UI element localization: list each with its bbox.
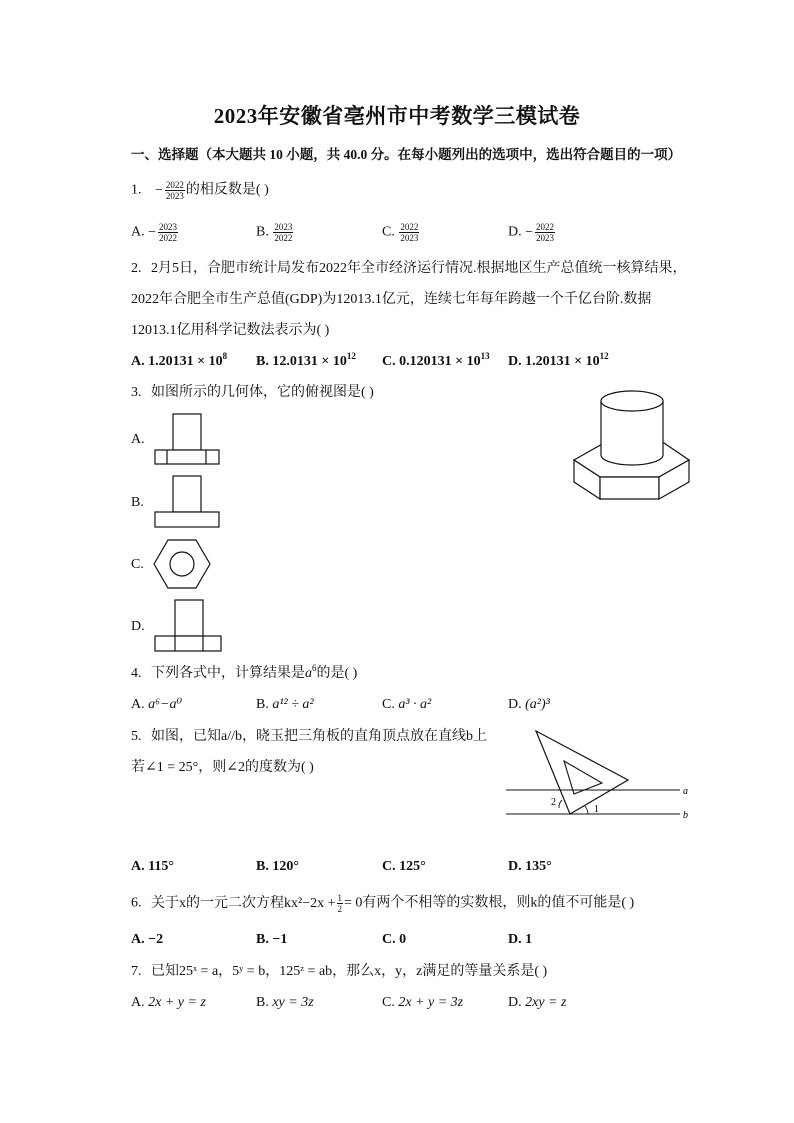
q4-option-a[interactable]: A. a⁶−a⁰ — [131, 697, 183, 712]
question-2: 2. 2月5日，合肥市统计局发布2022年全市经济运行情况.根据地区生产总值统一核算结果， — [131, 261, 687, 276]
q4-option-d[interactable]: D. (a²)³ — [508, 697, 550, 712]
question-stem: 的相反数是( ) — [185, 182, 269, 198]
q1-option-b[interactable]: B. $\frac{2023}{2022}$ — [256, 222, 293, 243]
q3-option-a-label[interactable]: A. — [131, 432, 145, 447]
question-2-line-2: 2022年合肥全市生产总值(GDP)为12013.1亿元，连续七年每年跨越一个千亿台阶.数据 — [131, 292, 652, 307]
angle-2-label: 2 — [551, 797, 556, 808]
q3-option-d-label[interactable]: D. — [131, 619, 145, 634]
q2-option-c[interactable]: C. $0.120131 \times 10^{13}$ — [382, 351, 490, 369]
question-5-line-2: 若∠1 = 25°，则∠2的度数为( ) — [131, 760, 314, 775]
q5-option-b[interactable]: B. 120° — [256, 859, 299, 874]
q2-option-b[interactable]: B. $12.0131 \times 10^{12}$ — [256, 351, 356, 369]
q3-option-d-figure[interactable] — [154, 599, 222, 653]
question-7: 7. 已知25ˣ = a，5ʸ = b，125ᶻ = ab，那么x，y，z满足的等量关系是( ) — [131, 964, 548, 979]
q7-option-b[interactable]: B. xy = 3z — [256, 995, 314, 1010]
q7-option-d[interactable]: D. 2xy = z — [508, 995, 567, 1010]
question-2-line-3: 12013.1亿用科学记数法表示为( ) — [131, 323, 330, 338]
q7-option-a[interactable]: A. 2x + y = z — [131, 995, 206, 1010]
line-b-label: b — [683, 810, 688, 821]
q5-option-d[interactable]: D. 135° — [508, 859, 552, 874]
q6-option-a[interactable]: A. −2 — [131, 932, 164, 947]
question-number: 1. — [131, 182, 142, 198]
q5-option-a[interactable]: A. 115° — [131, 859, 174, 874]
q6-option-c[interactable]: C. 0 — [382, 932, 407, 947]
question-3: 3. 如图所示的几何体，它的俯视图是( ) — [131, 385, 374, 400]
fraction: $\frac{2022}{2023}$ — [165, 180, 184, 201]
q3-option-c-figure[interactable] — [152, 537, 212, 591]
parallel-lines-triangle-figure — [506, 728, 696, 824]
q6-option-d[interactable]: D. 1 — [508, 932, 533, 947]
line-a-label: a — [683, 786, 688, 797]
q1-option-a[interactable]: A. − $\frac{2023}{2022}$ — [131, 222, 178, 243]
q1-option-c[interactable]: C. $\frac{2022}{2023}$ — [382, 222, 419, 243]
section-heading: 一、选择题（本大题共 10 小题，共 40.0 分。在每小题列出的选项中，选出符合题目的一项） — [131, 147, 682, 162]
q4-option-b[interactable]: B. a¹² ÷ a² — [256, 697, 314, 712]
question-1: 1. − $\frac{2022}{2023}$ 的相反数是( ) — [131, 180, 269, 201]
q6-option-b[interactable]: B. −1 — [256, 932, 288, 947]
q3-option-a-figure[interactable] — [154, 413, 220, 465]
question-5: 5. 如图，已知a//b，晓玉把三角板的直角顶点放在直线b上 — [131, 729, 487, 744]
q2-option-a[interactable]: A. $1.20131 \times 10^8$ — [131, 351, 228, 369]
q7-option-c[interactable]: C. 2x + y = 3z — [382, 995, 464, 1010]
geometry-solid-figure — [570, 385, 694, 505]
angle-1-label: 1 — [594, 804, 599, 815]
q5-option-c[interactable]: C. 125° — [382, 859, 426, 874]
q3-option-b-label[interactable]: B. — [131, 495, 144, 510]
q3-option-c-label[interactable]: C. — [131, 557, 144, 572]
question-4: 4. 下列各式中，计算结果是$a^6$的是( ) — [131, 663, 358, 681]
q2-option-d[interactable]: D. $1.20131 \times 10^{12}$ — [508, 351, 609, 369]
question-6: 6. 关于x的一元二次方程kx²−2x + $\frac{1}{2}$ = 0有两个不相等的实数根，则k的值不可能是( ) — [131, 893, 635, 914]
q4-option-c[interactable]: C. a³ · a² — [382, 697, 432, 712]
page-title: 2023年安徽省亳州市中考数学三模试卷 — [213, 104, 581, 128]
q1-option-d[interactable]: D. − $\frac{2022}{2023}$ — [508, 222, 555, 243]
q3-option-b-figure[interactable] — [154, 475, 220, 529]
